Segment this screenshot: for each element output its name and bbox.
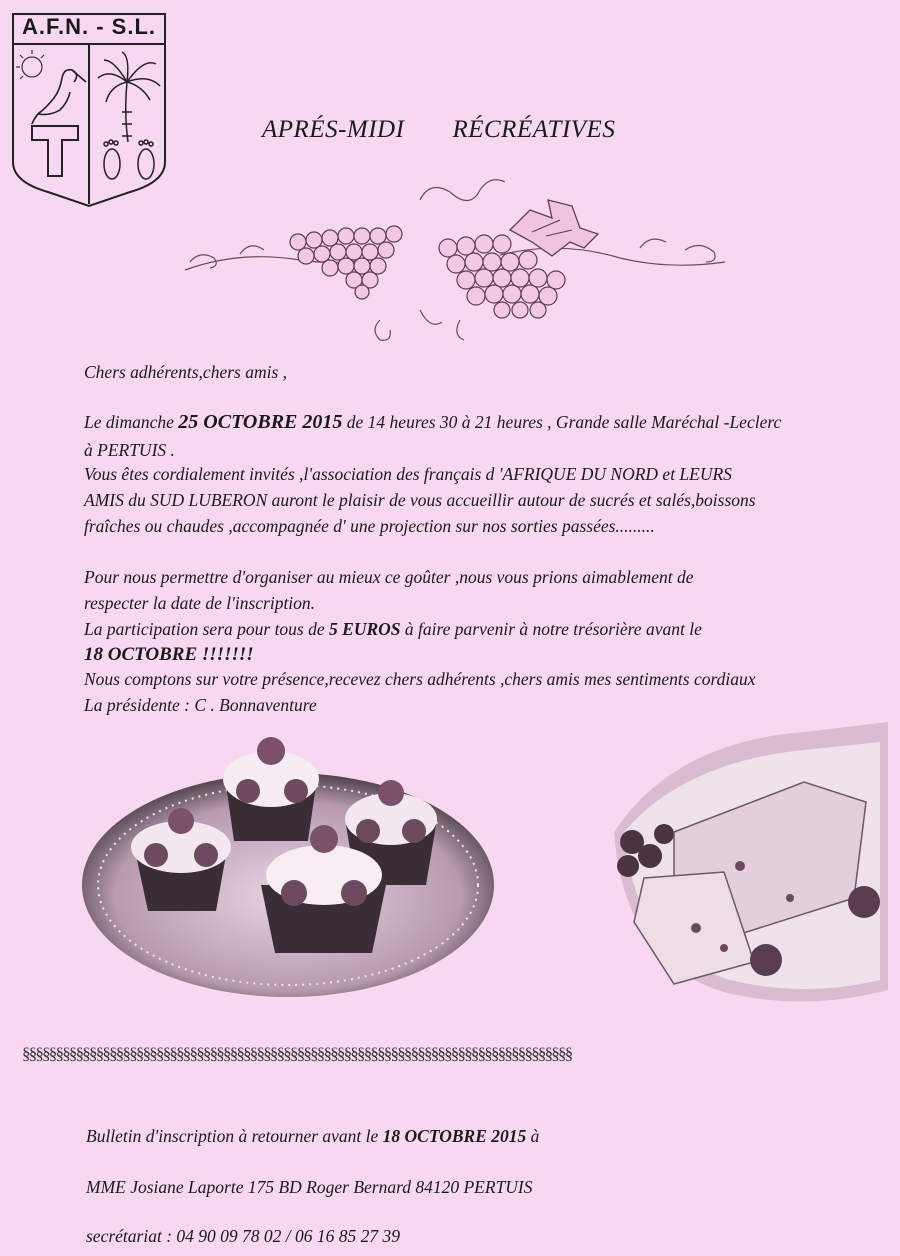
registration-line-2: respecter la date de l'inscription. <box>84 593 316 613</box>
invitation-line-2: AMIS du SUD LUBERON auront le plaisir de vous accueillir autour de sucrés et salés,boissons <box>84 490 756 510</box>
participation-price: 5 EUROS <box>329 619 401 639</box>
t-letter-icon <box>32 126 78 176</box>
sun-icon <box>16 50 44 79</box>
title-part-2: RÉCRÉATIVES <box>452 116 616 143</box>
palm-tree-icon <box>98 52 160 142</box>
secretary-address: MME Josiane Laporte 175 BD Roger Bernard 84120 PERTUIS <box>86 1177 533 1197</box>
footprints-icon <box>104 140 154 179</box>
cupcakes-photo <box>76 735 496 1003</box>
greeting: Chers adhérents,chers amis , <box>84 362 288 382</box>
event-intro: Le dimanche <box>84 412 174 432</box>
slip-deadline: 18 OCTOBRE 2015 <box>382 1126 527 1146</box>
participation-intro: La participation sera pour tous de <box>84 619 325 639</box>
pelican-icon <box>32 70 86 124</box>
grapes-vine-illustration <box>180 170 730 345</box>
event-date-line <box>84 411 781 434</box>
page-title <box>262 116 615 144</box>
slip-suffix: à <box>530 1126 540 1146</box>
participation-line <box>84 619 702 640</box>
cake-photo <box>604 722 888 1010</box>
slip-intro: Bulletin d'inscription à retourner avant le <box>86 1126 379 1146</box>
participation-instructions: à faire parvenir à notre trésorière avant le <box>404 619 702 639</box>
registration-slip-line <box>86 1126 539 1147</box>
president-signature: La présidente : C . Bonnaventure <box>84 695 317 715</box>
closing-line: Nous comptons sur votre présence,recevez chers adhérents ,chers amis mes sentiments cordiaux <box>84 669 756 689</box>
section-separator: §§§§§§§§§§§§§§§§§§§§§§§§§§§§§§§§§§§§§§§§§§§§§§§§§§§§§§§§§§§§§§§§§§§§§§§§§§§§§§§§§§ <box>22 1044 572 1063</box>
invitation-line-3: fraîches ou chaudes ,accompagnée d' une projection sur nos sorties passées......... <box>84 516 655 536</box>
deadline-date: 18 OCTOBRE !!!!!!! <box>84 644 254 665</box>
registration-line-1: Pour nous permettre d'organiser au mieux ce goûter ,nous vous prions aimablement de <box>84 567 694 587</box>
crest-acronym: A.F.N. - S.L. <box>22 14 156 39</box>
event-date: 25 OCTOBRE 2015 <box>178 411 343 433</box>
secretary-phone: secrétariat : 04 90 09 78 02 / 06 16 85 27 39 <box>86 1226 401 1246</box>
association-crest-logo <box>10 12 168 208</box>
invitation-line-1: Vous êtes cordialement invités ,l'association des français d 'AFRIQUE DU NORD et LEURS <box>84 464 732 484</box>
event-city: à PERTUIS . <box>84 440 175 460</box>
title-part-1: APRÉS-MIDI <box>262 116 405 143</box>
event-time-location: de 14 heures 30 à 21 heures , Grande salle Maréchal -Leclerc <box>346 412 782 432</box>
